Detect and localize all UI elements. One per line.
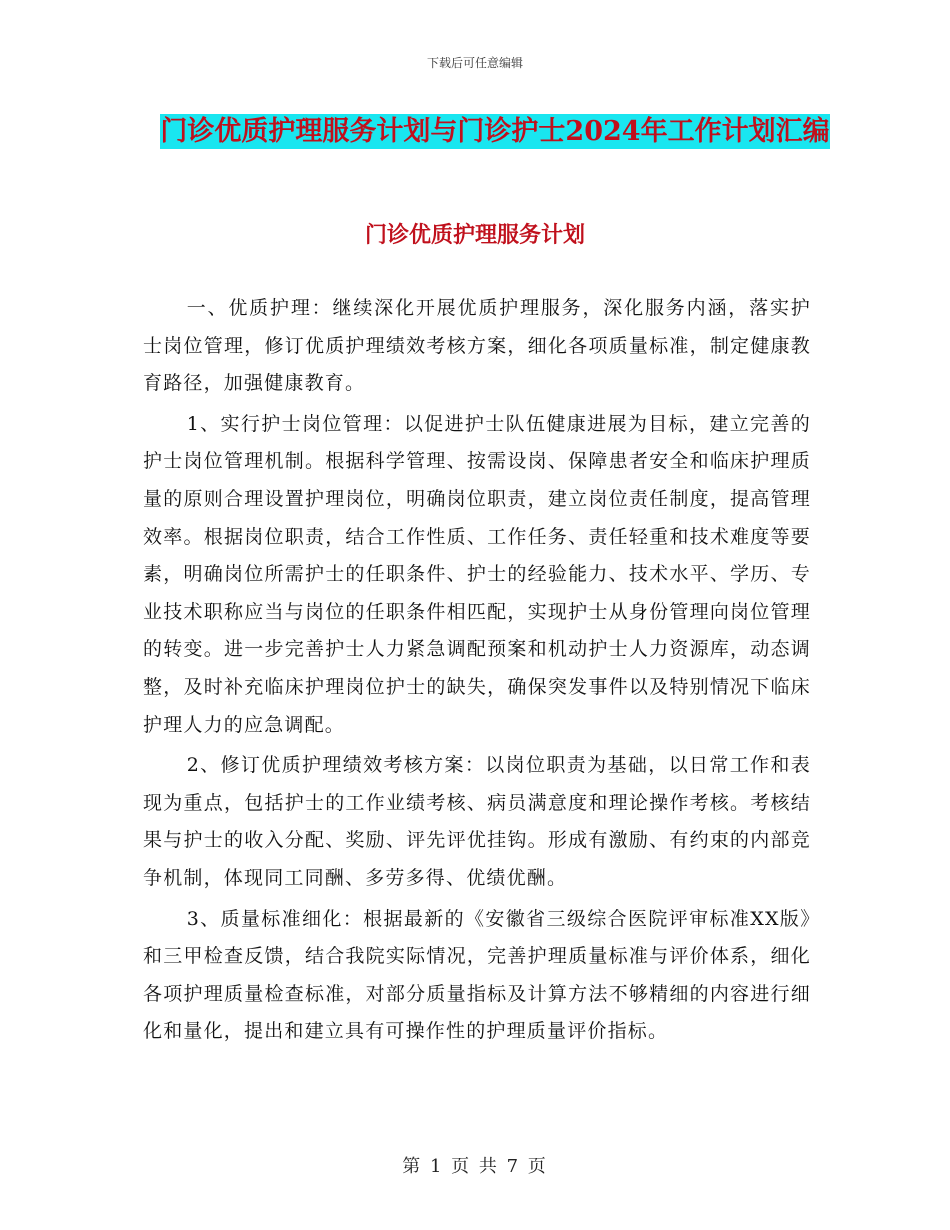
page-footer: 第 1 页 共 7 页: [402, 1156, 548, 1177]
section-title: 门诊优质护理服务计划: [364, 222, 585, 248]
paragraph-quality-standards: 3、质量标准细化：根据最新的《安徽省三级综合医院评审标准XX版》和三甲检查反馈，结合我院实际情况，完善护理质量标准与评价体系，细化各项护理质量检查标准，对部分质量指标及计算方法不够精细的内容进行细化和量化，提出和建立具有可操作性的护理质量评价指标。: [143, 907, 811, 1043]
document-body: [143, 290, 811, 1054]
paragraph-quality-nursing: 一、优质护理：继续深化开展优质护理服务，深化服务内涵，落实护士岗位管理，修订优质护理绩效考核方案，细化各项质量标准，制定健康教育路径，加强健康教育。: [143, 297, 811, 395]
document-title-text: 门诊优质护理服务计划与门诊护士2024年工作计划汇编: [160, 116, 830, 147]
header-note: 下载后可任意编辑: [426, 56, 523, 70]
paragraph-performance-assessment: 2、修订优质护理绩效考核方案：以岗位职责为基础，以日常工作和表现为重点，包括护士的工作业绩考核、病员满意度和理论操作考核。考核结果与护士的收入分配、奖励、评先评优挂钩。形成有激励、有约束的内部竞争机制，体现同工同酬、多劳多得、优绩优酬。: [143, 754, 811, 889]
paragraph-post-management: 1、实行护士岗位管理：以促进护士队伍健康进展为目标，建立完善的护士岗位管理机制。根据科学管理、按需设岗、保障患者安全和临床护理质量的原则合理设置护理岗位，明确岗位职责，建立岗位责任制度，提高管理效率。根据岗位职责，结合工作性质、工作任务、责任轻重和技术难度等要素，明确岗位所需护士的任职条件、护士的经验能力、技术水平、学历、专业技术职称应当与岗位的任职条件相匹配，实现护士从身份管理向岗位管理的转变。进一步完善护士人力紧急调配预案和机动护士人力资源库，动态调整，及时补充临床护理岗位护士的缺失，确保突发事件以及特别情况下临床护理人力的应急调配。: [143, 412, 811, 736]
document-title: [150, 108, 840, 156]
